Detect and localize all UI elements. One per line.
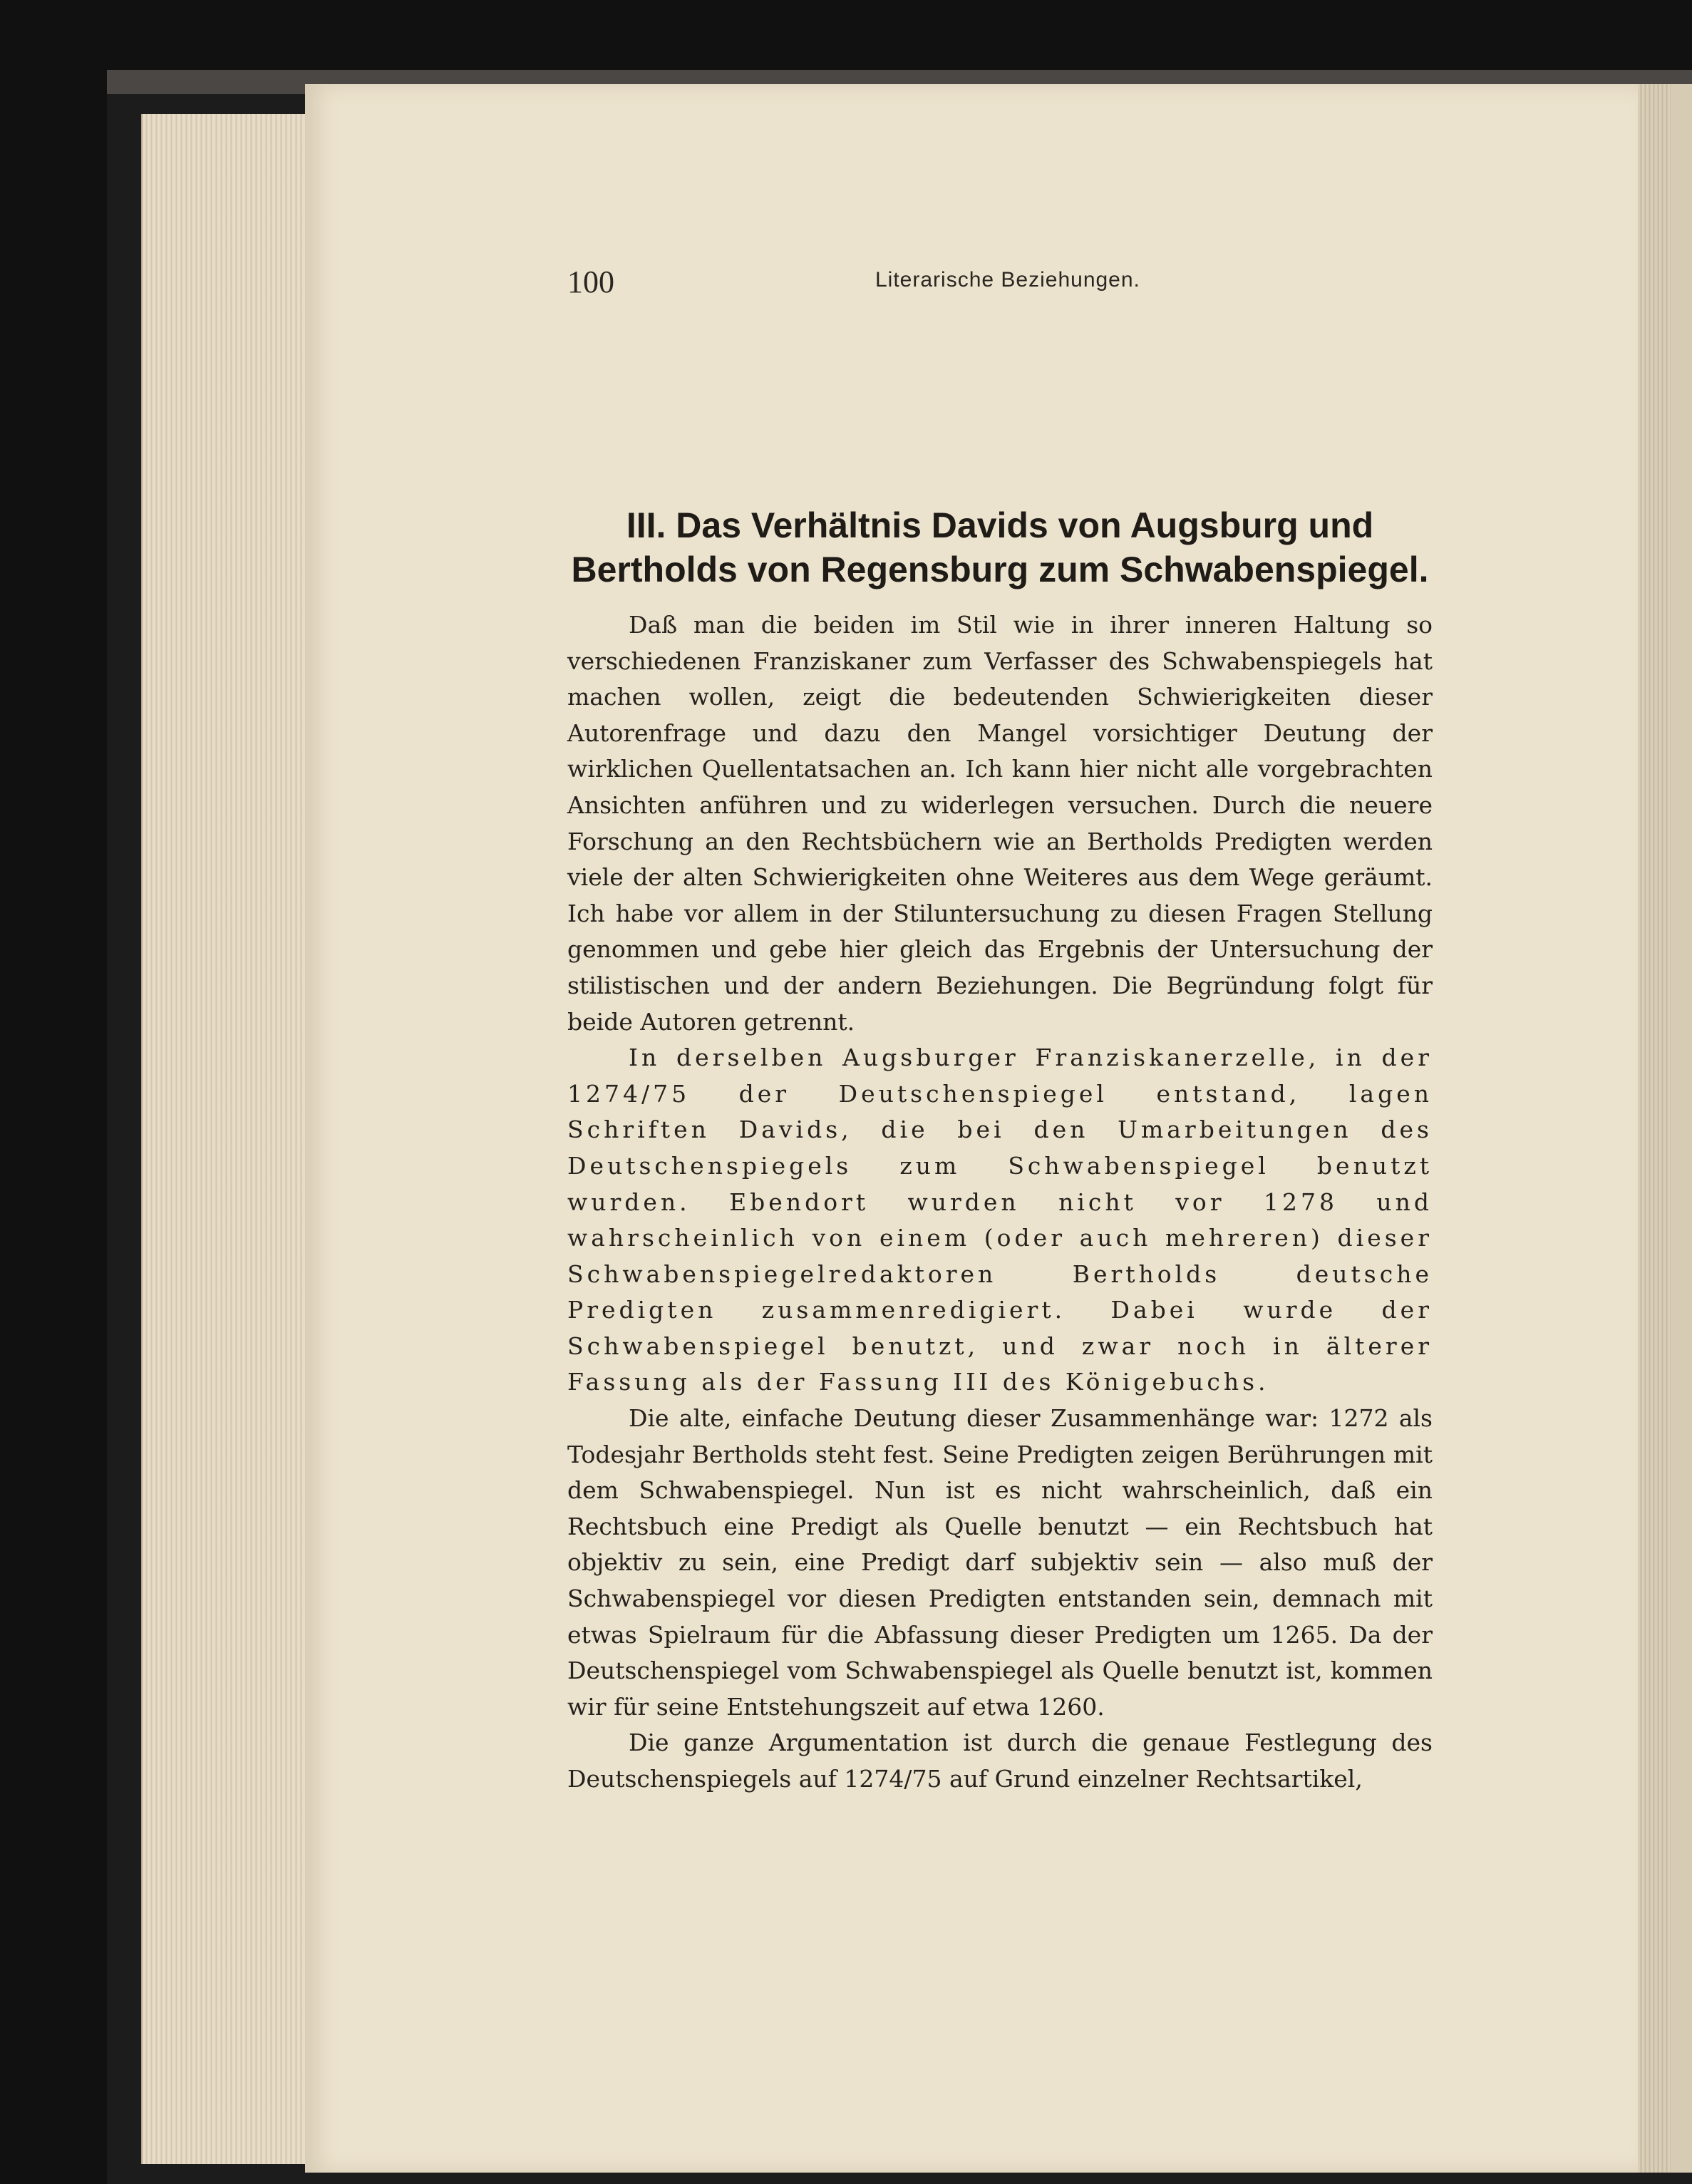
paragraph-3: Die alte, einfache Deutung dieser Zusammenhänge war: 1272 als Todesjahr Bertholds steht fest. Seine Predigten zeigen Berührungen mit dem Schwabenspiegel. Nun ist es nicht wahrscheinlich, daß ein Rechtsbuch eine Predigt als Quelle benutzt — ein Rechtsbuch hat objektiv zu sein, eine Predigt darf subjektiv sein — also muß der Schwabenspiegel vor diesen Predigten entstanden sein, demnach mit etwas Spielraum für die Abfassung dieser Predigten um 1265. Da der Deutschenspiegel vom Schwabenspiegel als Quelle benutzt ist, kommen wir für seine Entstehungszeit auf etwa 1260. [567, 1404, 1433, 1721]
facing-page-edge [1671, 84, 1692, 2173]
section-heading [567, 503, 1433, 592]
page-header [567, 264, 1433, 307]
page-number: 100 [567, 264, 614, 299]
paragraph-1: Daß man die beiden im Stil wie in ihrer inneren Haltung so verschiedenen Franziskaner zum Verfasser des Schwabenspiegels hat machen wollen, zeigt die bedeutenden Schwierigkeiten dieser Autorenfrage und dazu den Mangel vorsichtiger Deutung der wirklichen Quellentatsachen an. Ich kann hier nicht alle vorgebrachten Ansichten anführen und zu widerlegen versuchen. Durch die neuere Forschung an den Rechtsbüchern wie an Bertholds Predigten werden viele der alten Schwierigkeiten ohne Weiteres aus dem Wege geräumt. Ich habe vor allem in der Stiluntersuchung zu diesen Fragen Stellung genommen und gebe hier gleich das Ergebnis der Untersuchung der stilistischen und der andern Beziehungen. Die Begründung folgt für beide Autoren getrennt. [567, 611, 1433, 1036]
paragraph-4: Die ganze Argumentation ist durch die genaue Festlegung des Deutschenspiegels auf 1274/75 auf Grund einzelner Rechtsartikel, [567, 1729, 1433, 1793]
page-edge-right [1638, 84, 1671, 2173]
section-heading-line-2: Bertholds von Regensburg zum Schwabenspiegel. [571, 550, 1429, 589]
page-stack-left [141, 114, 306, 2164]
running-head: Literarische Beziehungen. [875, 268, 1140, 292]
section-heading-line-1: III. Das Verhältnis Davids von Augsburg und [626, 505, 1374, 545]
body-text [567, 607, 1433, 1798]
paragraph-2: In derselben Augsburger Franziskanerzelle, in der 1274/75 der Deutschenspiegel entstand, lagen Schriften Davids, die bei den Umarbeitungen des Deutschenspiegels zum Schwabenspiegel benutzt wurden. Ebendort wurden nicht vor 1278 und wahrscheinlich von einem (oder auch mehreren) dieser Schwabenspiegelredaktoren Bertholds deutsche Predigten zusammenredigiert. Dabei wurde der Schwabenspiegel benutzt, und zwar noch in älterer Fassung als der Fassung III des Königebuchs. [567, 1044, 1433, 1396]
